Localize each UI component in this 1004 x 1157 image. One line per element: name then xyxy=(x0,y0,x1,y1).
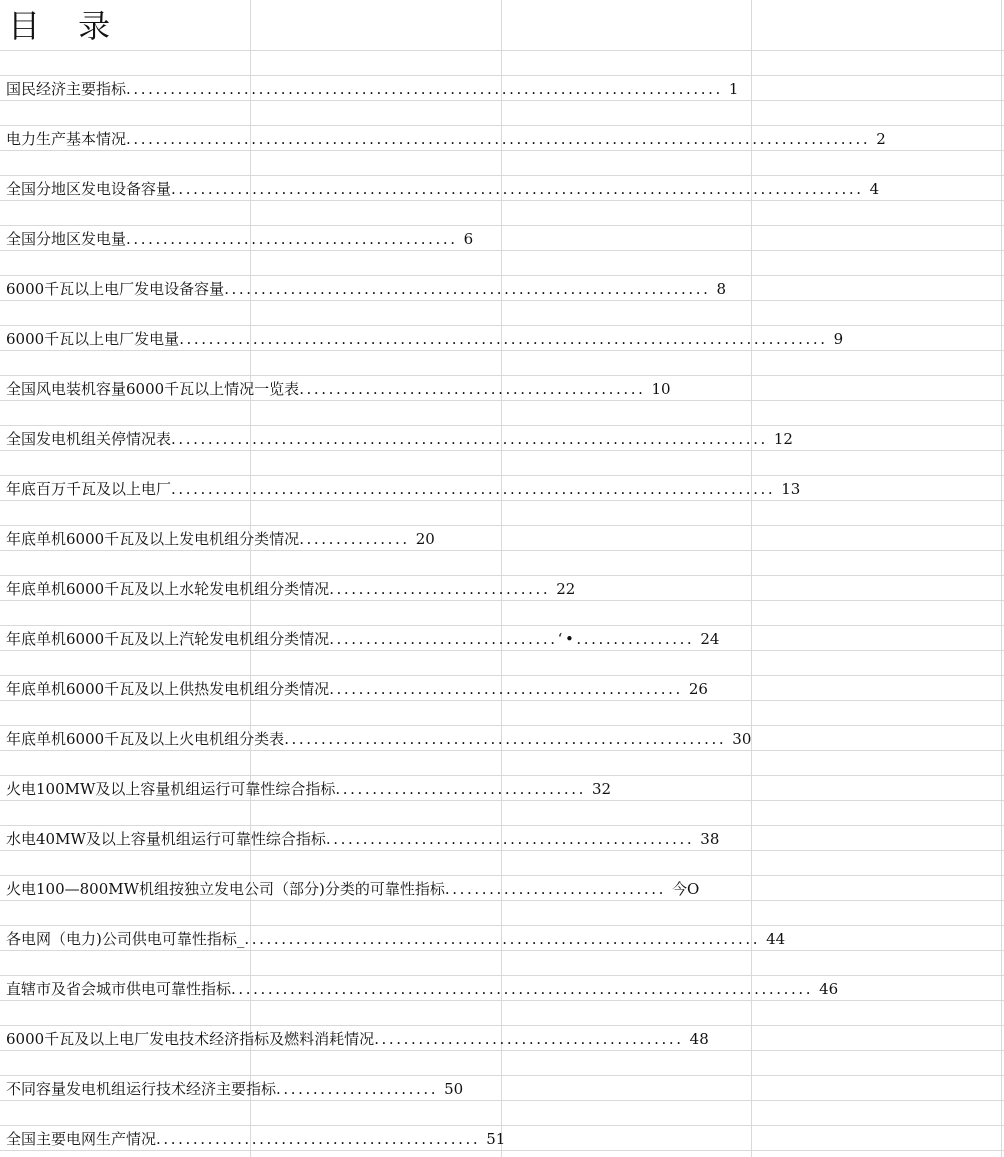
toc-entry-leader-dots: ...................................................................... xyxy=(244,930,761,948)
toc-entry-page-number: 32 xyxy=(591,780,612,798)
grid-row-line xyxy=(0,800,1004,801)
grid-row-line xyxy=(0,75,1004,76)
grid-row-line xyxy=(0,1150,1004,1151)
toc-entry-title: 水电40MW及以上容量机组运行可靠性综合指标 xyxy=(6,830,326,848)
toc-entry-leader-dots: ............................................ xyxy=(156,1130,481,1148)
grid-row-line xyxy=(0,450,1004,451)
toc-entry-leader-dots: ............................................. xyxy=(126,230,458,248)
toc-entry[interactable] xyxy=(6,927,955,951)
toc-entry[interactable] xyxy=(6,627,859,651)
toc-entry[interactable] xyxy=(6,577,695,601)
toc-entry-leader-dots: .............................. xyxy=(444,880,666,898)
toc-entry-page-number: 今O xyxy=(671,880,700,898)
toc-entry-leader-dots: ............... xyxy=(299,530,410,548)
toc-entry-page-number: 22 xyxy=(556,580,576,598)
toc-entry-page-number: 6 xyxy=(463,230,474,248)
toc-entry[interactable] xyxy=(6,177,974,201)
toc-entry-leader-dots: ...............................‘•................ xyxy=(329,630,695,648)
toc-entry-title: 全国主要电网生产情况 xyxy=(6,1130,157,1148)
grid-row-line xyxy=(0,500,1004,501)
toc-entry-leader-dots: ........................................................................................ xyxy=(179,330,828,348)
grid-row-line xyxy=(0,675,1004,676)
toc-entry-title: 全国风电装机容量6000千瓦以上情况一览表 xyxy=(6,380,300,398)
toc-entry-page-number: 48 xyxy=(689,1030,709,1048)
toc-entry-leader-dots: ................................................ xyxy=(329,680,683,698)
toc-entry-leader-dots: .................................................................................. xyxy=(171,480,776,498)
toc-entry-leader-dots: ............................................................................... xyxy=(231,980,814,998)
toc-entry[interactable] xyxy=(6,1077,623,1101)
toc-entry-title: 6000千瓦及以上电厂发电技术经济指标及燃料消耗情况 xyxy=(6,1030,375,1048)
toc-entry[interactable] xyxy=(6,827,847,851)
grid-row-line xyxy=(0,825,1004,826)
toc-entry-title: 年底单机6000千瓦及以上供热发电机组分类情况 xyxy=(6,680,330,698)
toc-entry[interactable] xyxy=(6,327,946,351)
toc-entry-page-number: 9 xyxy=(833,330,844,348)
toc-entry-page-number: 30 xyxy=(732,730,752,748)
toc-entry-title: 年底百万千瓦及以上电厂 xyxy=(6,480,172,498)
toc-entry-page-number: 1 xyxy=(728,80,739,98)
toc-entry-page-number: 10 xyxy=(651,380,671,398)
grid-row-line xyxy=(0,350,1004,351)
toc-entry[interactable] xyxy=(6,227,628,251)
toc-entry-title: 年底单机6000千瓦及以上火电机组分类表 xyxy=(6,730,285,748)
grid-row-line xyxy=(0,925,1004,926)
toc-entry-leader-dots: ............................................... xyxy=(299,380,646,398)
grid-row-line xyxy=(0,400,1004,401)
toc-entry-title: 国民经济主要指标 xyxy=(6,80,127,98)
toc-entry-title: 直辖市及省会城市供电可靠性指标 xyxy=(6,980,232,998)
toc-entry[interactable] xyxy=(6,77,856,101)
toc-entry-leader-dots: .................................................................. xyxy=(224,280,711,298)
grid-row-line xyxy=(0,225,1004,226)
grid-row-line xyxy=(0,850,1004,851)
toc-entry[interactable] xyxy=(6,1027,839,1051)
toc-entry-title: 6000千瓦以上电厂发电量 xyxy=(6,330,180,348)
toc-entry-page-number: 44 xyxy=(766,930,786,948)
toc-entry-title: 年底单机6000千瓦及以上水轮发电机组分类情况 xyxy=(6,580,330,598)
toc-entry-page-number: 4 xyxy=(869,180,880,198)
grid-row-line xyxy=(0,575,1004,576)
grid-row-line xyxy=(0,875,1004,876)
toc-entry[interactable] xyxy=(6,977,919,1001)
grid-row-line xyxy=(0,750,1004,751)
toc-entry-leader-dots: .................................. xyxy=(335,780,586,798)
grid-row-line xyxy=(0,1000,1004,1001)
toc-entry[interactable] xyxy=(6,127,998,151)
toc-entry-page-number: 8 xyxy=(716,280,727,298)
toc-entry-page-number: 13 xyxy=(781,480,801,498)
grid-row-line xyxy=(0,600,1004,601)
toc-entry[interactable] xyxy=(6,777,749,801)
grid-row-line xyxy=(0,950,1004,951)
toc-entry[interactable] xyxy=(6,677,875,701)
toc-entry-leader-dots: .......................................... xyxy=(374,1030,684,1048)
toc-entry-title: 全国发电机组关停情况表 xyxy=(6,430,172,448)
grid-row-line xyxy=(0,1050,1004,1051)
grid-row-line xyxy=(0,250,1004,251)
toc-entry-page-number: 24 xyxy=(700,630,720,648)
grid-row-line xyxy=(0,275,1004,276)
grid-row-line xyxy=(0,975,1004,976)
toc-entry-leader-dots: ................................................................................. xyxy=(171,430,768,448)
grid-row-line xyxy=(0,425,1004,426)
grid-row-line xyxy=(0,775,1004,776)
grid-row-line xyxy=(0,700,1004,701)
toc-entry-title: 电力生产基本情况 xyxy=(6,130,127,148)
grid-row-line xyxy=(0,650,1004,651)
toc-entry[interactable] xyxy=(6,427,955,451)
toc-entry-title: 全国分地区发电设备容量 xyxy=(6,180,172,198)
toc-entry-leader-dots: ................................................................................. xyxy=(126,80,723,98)
toc-entry-leader-dots: .............................. xyxy=(329,580,551,598)
toc-entry[interactable] xyxy=(6,727,893,751)
grid-row-line xyxy=(0,200,1004,201)
toc-entry-title: 年底单机6000千瓦及以上发电机组分类情况 xyxy=(6,530,300,548)
grid-row-line xyxy=(0,100,1004,101)
toc-entry[interactable] xyxy=(6,277,892,301)
grid-row-line xyxy=(0,525,1004,526)
toc-entry-title: 不同容量发电机组运行技术经济主要指标 xyxy=(6,1080,277,1098)
toc-entry-page-number: 2 xyxy=(876,130,886,148)
grid-row-line xyxy=(0,300,1004,301)
toc-entry-title: 6000千瓦以上电厂发电设备容量 xyxy=(6,280,225,298)
grid-row-line xyxy=(0,1100,1004,1101)
grid-row-line xyxy=(0,1125,1004,1126)
grid-row-line xyxy=(0,325,1004,326)
toc-entry[interactable] xyxy=(6,377,875,401)
toc-entry-title: 年底单机6000千瓦及以上汽轮发电机组分类情况 xyxy=(6,630,330,648)
grid-row-line xyxy=(0,125,1004,126)
grid-row-line xyxy=(0,50,1004,51)
toc-title: 目 录 xyxy=(8,7,125,45)
toc-entry-page-number: 51 xyxy=(486,1130,506,1148)
toc-entry[interactable] xyxy=(6,527,533,551)
toc-entry-title: 火电100—800MW机组按独立发电公司（部分)分类的可靠性指标 xyxy=(6,880,445,898)
grid-row-line xyxy=(0,625,1004,626)
grid-row-line xyxy=(0,900,1004,901)
toc-entry-leader-dots: .............................................................................................. xyxy=(171,180,864,198)
toc-entry-leader-dots: ...................... xyxy=(276,1080,439,1098)
grid-row-line xyxy=(0,150,1004,151)
toc-entry[interactable] xyxy=(6,477,955,501)
grid-row-line xyxy=(0,375,1004,376)
toc-entry-page-number: 38 xyxy=(700,830,720,848)
grid-row-line xyxy=(0,175,1004,176)
toc-entry-leader-dots: ............................................................ xyxy=(284,730,727,748)
grid-row-line xyxy=(0,475,1004,476)
toc-entry-page-number: 12 xyxy=(773,430,793,448)
grid-column-line xyxy=(1001,0,1002,1157)
toc-entry-leader-dots: ..................................................................................................... xyxy=(126,130,871,148)
toc-entry-page-number: 20 xyxy=(415,530,435,548)
grid-row-line xyxy=(0,1075,1004,1076)
toc-entry[interactable] xyxy=(6,877,803,901)
toc-entry-page-number: 46 xyxy=(819,980,839,998)
toc-entry-page-number: 26 xyxy=(688,680,708,698)
toc-entry-page-number: 50 xyxy=(444,1080,464,1098)
toc-entry-leader-dots: .................................................. xyxy=(325,830,695,848)
grid-row-line xyxy=(0,1025,1004,1026)
grid-row-line xyxy=(0,550,1004,551)
grid-row-line xyxy=(0,725,1004,726)
toc-entry-title: 各电网（电力)公司供电可靠性指标_ xyxy=(6,930,245,948)
toc-entry[interactable] xyxy=(6,1127,649,1151)
toc-entry-title: 全国分地区发电量 xyxy=(6,230,127,248)
toc-entry-title: 火电100MW及以上容量机组运行可靠性综合指标 xyxy=(6,780,336,798)
